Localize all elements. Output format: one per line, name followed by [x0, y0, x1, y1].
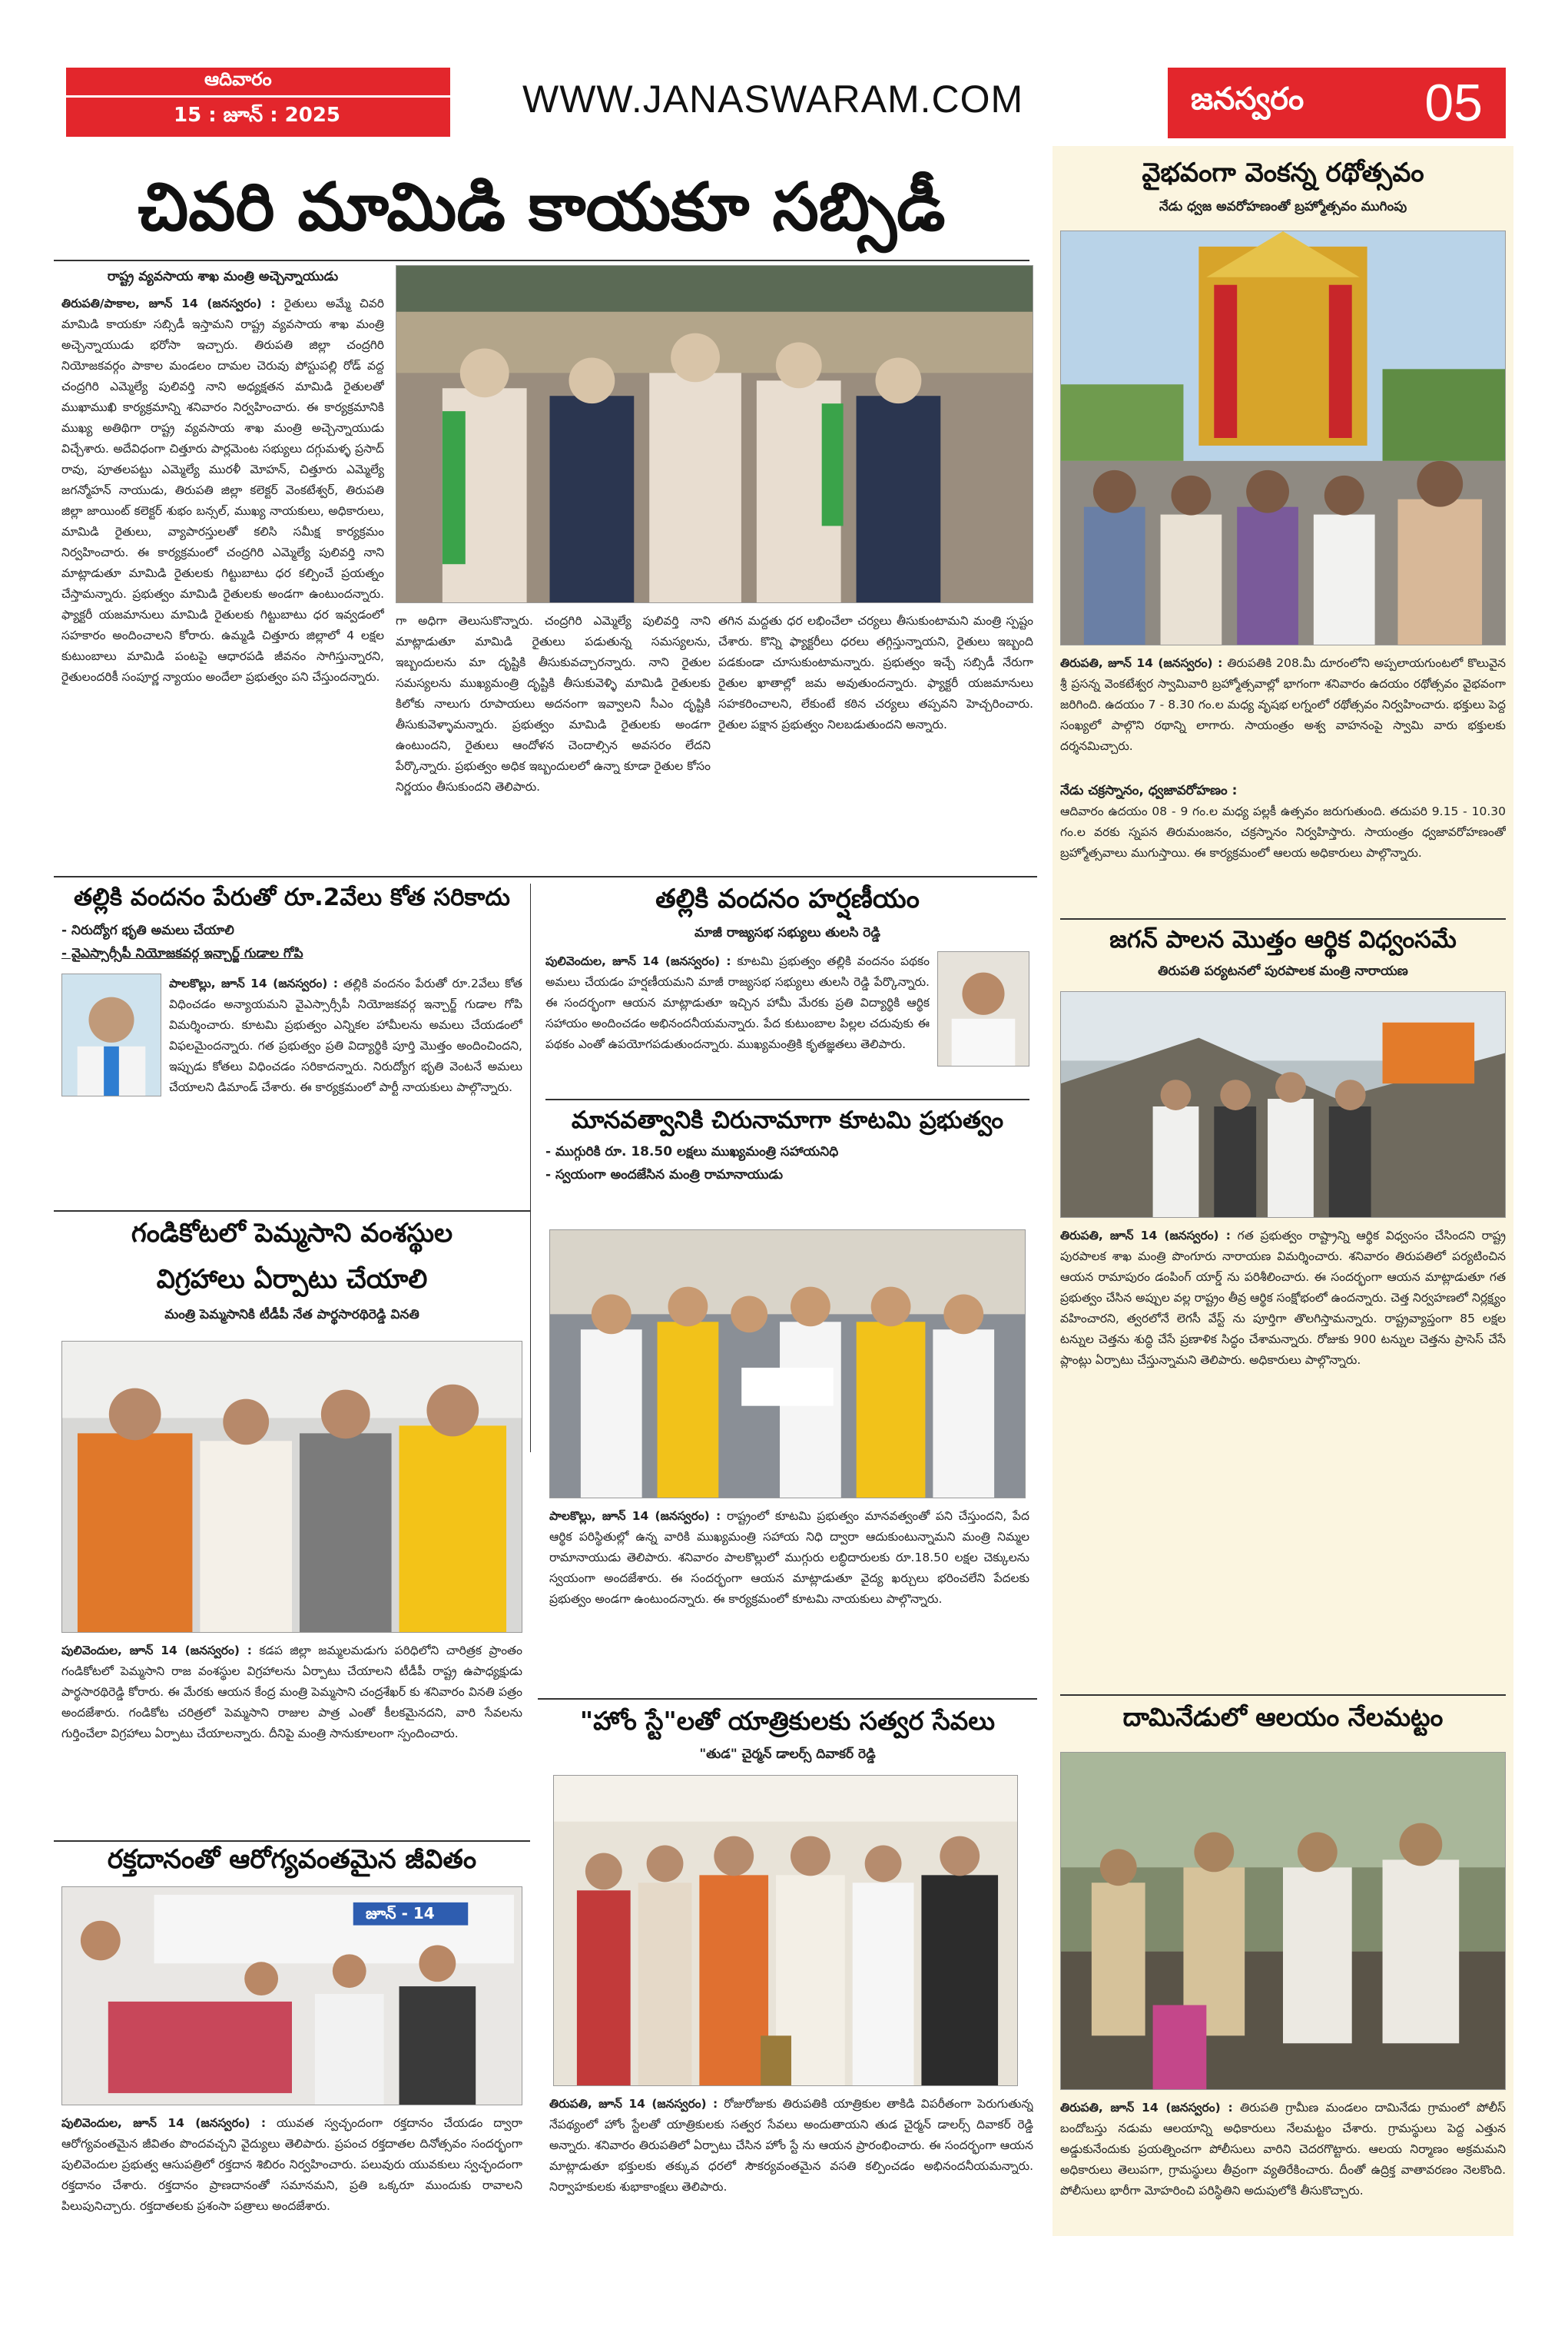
divider — [54, 876, 1037, 877]
article-gandikota-body — [61, 1640, 522, 1836]
article-home-stay — [545, 1706, 1029, 1765]
portrait-photo — [61, 974, 161, 1096]
article-body — [1060, 1226, 1506, 1671]
article-body — [545, 951, 930, 1109]
article-dateline: పులివెందుల, జూన్ 14 (జనస్వరం) : — [545, 954, 731, 968]
portrait-photo — [937, 951, 1029, 1067]
rathotsavam-photo — [1060, 231, 1506, 645]
article-title: జగన్ పాలన మొత్తం ఆర్థిక విధ్వంసమే — [1109, 926, 1457, 954]
article-subhead: నేడు ధ్వజ అవరోహణంతో బ్రహ్మోత్సవం ముగింపు — [1159, 199, 1407, 214]
article-dateline: పాలకొల్లు, జూన్ 14 (జనస్వరం) : — [549, 1509, 721, 1523]
lead-photo — [396, 265, 1033, 603]
lead-column-1 — [61, 269, 384, 877]
article-subhead: మంత్రి పెమ్మసానికి టీడీపీ నేత పార్థసారథిరెడ్డి వినతి — [164, 1307, 419, 1322]
article-jagan-body — [1060, 1226, 1506, 1671]
article-title: గండికోటలో పెమ్మసాని వంశస్థుల — [131, 1218, 453, 1249]
article-body-text: రోజురోజుకు తిరుపతికి యాత్రికుల తాకిడి విపరీతంగా పెరుగుతున్న నేపథ్యంలో హోం స్టేలతో యాత్రికులకు సత్వర సేవలు అందుతాయని తుడ చైర్మన్ డాలర్స్ దివాకర్ రెడ్డి అన్నారు. శనివారం తిరుపతిలో ఏర్పాటు చేసిన హోం స్టే ను ఆయన ప్రారంభించారు. ఈ సందర్భంగా ఆయన మాట్లాడుతూ భక్తులకు తక్కువ ధరలో సౌకర్యవంతమైన వసతి కల్పించడం అభినందనీయమన్నారు. నిర్వాహకులకు శుభాకాంక్షలు తెలిపారు. — [549, 2097, 1033, 2194]
article-subhead: నేడు చక్రస్నానం, ధ్వజావరోహణం : — [1060, 783, 1238, 798]
article-dateline: తిరుపతి, జూన్ 14 (జనస్వరం) : — [1060, 1229, 1231, 1242]
cheque-photo — [549, 1229, 1026, 1498]
article-subhead: తిరుపతి పర్యటనలో పురపాలక మంత్రి నారాయణ — [1158, 964, 1408, 979]
article-title: దామినేడులో ఆలయం నేలమట్టం — [1122, 1702, 1444, 1732]
divider — [538, 1698, 1037, 1700]
article-body — [61, 1640, 522, 1836]
article-body — [169, 974, 522, 1258]
article-subhead: మాజీ రాజ్యసభ సభ్యులు తులసి రెడ్డి — [694, 925, 880, 940]
dumping-yard-photo — [1060, 991, 1506, 1218]
article-mother-praise — [545, 884, 1029, 1109]
lead-headline: చివరి మామిడి కాయకూ సబ్సిడీ — [138, 169, 946, 246]
article-gandikota — [61, 1218, 522, 1325]
lead-body-3: తగిన మద్దతు ధర లభించేలా చర్యలు తీసుకుంటామని మంత్రి స్పష్టం చేశారు. కొన్ని ఫ్యాక్టరీలు ధరలు తగ్గిస్తున్నాయని, రైతులు ఇబ్బంది పడకుండా చూసుకుంటామన్నారు. ప్రభుత్వం ఇచ్చే సబ్సిడీ నేరుగా రైతుల ఖాతాల్లో జమ అవుతుందన్నారు. ఫ్యాక్టరీ యజమానులు సహకరించాలని, లేకుంటే కఠిన చర్యలు తప్పవని హెచ్చరించారు. రైతుల పక్షాన ప్రభుత్వం నిలబడుతుందని అన్నారు. — [718, 614, 1033, 731]
divider — [1060, 1694, 1506, 1696]
article-humanity-body — [549, 1506, 1029, 1690]
divider — [1060, 918, 1506, 920]
divider — [54, 260, 1029, 261]
article-title: రక్తదానంతో ఆరోగ్యవంతమైన జీవితం — [107, 1844, 477, 1875]
home-stay-photo — [553, 1775, 1018, 2086]
article-subhead: - ముగ్గురికి రూ. 18.50 లక్షలు ముఖ్యమంత్రి సహాయనిధి — [545, 1144, 839, 1159]
article-title: వైభవంగా వెంకన్న రథోత్సవం — [1142, 158, 1424, 188]
article-humanity — [545, 1106, 1029, 1186]
article-subhead: - స్వయంగా అందజేసిన మంత్రి రామానాయుడు — [545, 1167, 784, 1183]
article-rathotsavam — [1060, 158, 1506, 217]
article-body-text: గత ప్రభుత్వం రాష్ట్రాన్ని ఆర్థిక విధ్వంసం చేసిందని రాష్ట్ర పురపాలక శాఖ మంత్రి పొంగూరు నారాయణ విమర్శించారు. శనివారం తిరుపతిలో పర్యటించిన ఆయన రామాపురం డంపింగ్ యార్డ్ ను పరిశీలించారు. ఈ సందర్భంగా ఆయన మాట్లాడుతూ గత ప్రభుత్వం చేసిన అప్పుల వల్ల రాష్ట్రం తీవ్ర ఆర్థిక సంక్షోభంలో ఉందన్నారు. చెత్త నిర్వహణలో నిర్లక్ష్యం వహించారని, త్వరలోనే లెగసీ వేస్ట్ ను పూర్తిగా తొలగిస్తామన్నారు. రాష్ట్రవ్యాప్తంగా 85 లక్షల టన్నుల చెత్తను శుద్ధి చేసే ప్రణాళిక సిద్ధం చేశామన్నారు. రోజుకు 900 టన్నుల చెత్తను ప్రాసెస్ చేసే ప్లాంట్లు ఏర్పాటు చేస్తున్నామని తెలిపారు. అధికారులు పాల్గొన్నారు. — [1060, 1229, 1506, 1367]
brand-name: జనస్వరం — [1191, 81, 1304, 117]
article-dateline: తిరుపతి, జూన్ 14 (జనస్వరం) : — [549, 2097, 718, 2111]
article-subhead: - వైఎస్సార్సీపీ నియోజకవర్గ ఇన్చార్జ్ గుడాల గోపి — [61, 946, 303, 961]
article-temple-demolition-body — [1060, 2098, 1506, 2267]
brand-box — [1168, 68, 1506, 138]
article-body — [61, 2113, 522, 2274]
article-dateline: పులివెందుల, జూన్ 14 (జనస్వరం) : — [61, 2116, 267, 2130]
lead-body — [61, 294, 384, 877]
divider — [54, 1210, 530, 1212]
lead-column-3 — [718, 611, 1033, 872]
article-blood-donation-body — [61, 2113, 522, 2274]
article-dateline: తిరుపతి, జూన్ 14 (జనస్వరం) : — [1060, 2101, 1233, 2115]
article-title: విగ్రహాలు ఏర్పాటు చేయాలి — [156, 1264, 428, 1295]
lead-column-2 — [396, 611, 711, 872]
divider — [545, 1099, 1029, 1100]
article-body-text: తిరుపతికి 208.మీ దూరంలోని అప్పలాయగుంటలో కొలువైన శ్రీ ప్రసన్న వెంకటేశ్వర స్వామివారి బ్రహ్మోత్సవాల్లో భాగంగా శనివారం ఉదయం రథోత్సవం వైభవంగా జరిగింది. ఉదయం 7 - 8.30 గం.ల మధ్య వృషభ లగ్నంలో రథోత్సవం నిర్వహించారు. భక్తులు పెద్ద సంఖ్యలో పాల్గొని రథాన్ని లాగారు. సాయంత్రం అశ్వ వాహనంపై స్వామి వారు భక్తులకు దర్శనమిచ్చారు. — [1060, 656, 1506, 753]
article-dateline: పాలకొల్లు, జూన్ 14 (జనస్వరం) : — [169, 977, 338, 990]
article-body-text: రాష్ట్రంలో కూటమి ప్రభుత్వం మానవత్వంతో పని చేస్తుందని, పేద ఆర్థిక పరిస్థితుల్లో ఉన్న వారికి ముఖ్యమంత్రి సహాయ నిధి ద్వారా ఆదుకుంటున్నామని మంత్రి నిమ్మల రామానాయుడు తెలిపారు. శనివారం పాలకొల్లులో ముగ్గురు లబ్ధిదారులకు రూ.18.50 లక్షల చెక్కులను స్వయంగా అందజేశారు. ఈ సందర్భంగా ఆయన మాట్లాడుతూ వైద్య ఖర్చులు భరించలేని పేదలకు ప్రభుత్వం అండగా ఉంటుందన్నారు. ఈ కార్యక్రమంలో కూటమి నాయకులు పాల్గొన్నారు. — [549, 1509, 1029, 1606]
divider — [530, 884, 531, 1452]
article-subhead: "తుడ" చైర్మన్ డాలర్స్ దివాకర్ రెడ్డి — [699, 1747, 876, 1762]
gandikota-photo — [61, 1341, 522, 1633]
lead-body-2: గా అధిగా తెలుసుకొన్నారు. చంద్రగిరి ఎమ్మెల్యే పులివర్తి నాని మాట్లాడుతూ మామిడి రైతులు పడుతున్న సమస్యలను, ఇబ్బందులను మా దృష్టికి తీసుకువచ్చారన్నారు. నాని రైతుల సమస్యలను ముఖ్యమంత్రి దృష్టికి తీసుకువెళ్ళి మామిడి రైతులకు కిలోకు నాలుగు రూపాయలు అదనంగా ఇవ్వాలని సీఎం దృష్టికి తీసుకువెళ్ళామన్నారు. ప్రభుత్వం మామిడి రైతులకు అండగా ఉంటుందని, రైతులు ఆందోళన చెందాల్సిన అవసరం లేదని పేర్కొన్నారు. ప్రభుత్వం అధిక ఇబ్బందులలో ఉన్నా కూడా రైతుల కోసం నిర్ణయం తీసుకుందని తెలిపారు. — [396, 614, 711, 794]
day-label: ఆదివారం — [66, 68, 450, 95]
article-temple-demolition — [1060, 1702, 1506, 1738]
article-body-text: తిరుపతి గ్రామీణ మండలం దామినేడు గ్రామంలో పోలీస్ బందోబస్తు నడుమ ఆలయాన్ని అధికారులు నేలమట్టం చేశారు. గ్రామస్థులు పెద్ద ఎత్తున అడ్డుకునేందుకు ప్రయత్నించగా పోలీసులు వారిని చెదరగొట్టారు. ఆలయ నిర్మాణం అక్రమమని అధికారులు తెలుపగా, గ్రామస్థులు తీవ్రంగా వ్యతిరేకించారు. దీంతో ఉద్రిక్త వాతావరణం నెలకొంది. పోలీసులు భారీగా మోహరించి పరిస్థితిని అదుపులోకి తీసుకొచ్చారు. — [1060, 2101, 1506, 2198]
temple-demolition-photo — [1060, 1752, 1506, 2090]
article-dateline: తిరుపతి, జూన్ 14 (జనస్వరం) : — [1060, 656, 1223, 670]
article-title: "హోం స్టే"లతో యాత్రికులకు సత్వర సేవలు — [579, 1706, 996, 1736]
article-body-text: కడప జిల్లా జమ్మలమడుగు పరిధిలోని చారిత్రక ప్రాంతం గండికోటలో పెమ్మసాని రాజ వంశస్థుల విగ్రహాలను ఏర్పాటు చేయాలని టీడీపీ రాష్ట్ర ఉపాధ్యక్షుడు పార్థసారథిరెడ్డి కోరారు. ఈ మేరకు ఆయన కేంద్ర మంత్రి పెమ్మసాని చంద్రశేఖర్ కు శనివారం వినతి పత్రం అందజేశారు. గండికోట చరిత్రలో పెమ్మసాని రాజుల పాత్ర ఎంతో కీలకమైనదని, వారి సేవలను గుర్తించేలా విగ్రహాలు ఏర్పాటు చేయాలన్నారు. దీనిపై మంత్రి సానుకూలంగా స్పందించారు. — [61, 1644, 522, 1740]
banner-text: జూన్ - 14 — [366, 1904, 435, 1922]
article-body-2: ఆదివారం ఉదయం 08 - 9 గం.ల మధ్య పల్లకీ ఉత్సవం జరుగుతుంది. తదుపరి 9.15 - 10.30 గం.ల వరకు స్నపన తిరుమంజనం, చక్రస్నానం నిర్వహిస్తారు. సాయంత్రం ధ్వజావరోహణంతో బ్రహ్మోత్సవాలు ముగుస్తాయి. ఈ కార్యక్రమంలో ఆలయ అధికారులు పాల్గొన్నారు. — [1060, 804, 1506, 860]
article-title: తల్లికి వందనం పేరుతో రూ.2వేలు కోత సరికాదు — [74, 884, 510, 911]
blood-donation-photo — [61, 1886, 522, 2105]
article-dateline: పులివెందుల, జూన్ 14 (జనస్వరం) : — [61, 1644, 252, 1657]
article-rathotsavam-body — [1060, 653, 1506, 886]
article-jagan — [1060, 926, 1506, 982]
article-body-text: యువత స్వచ్ఛందంగా రక్తదానం చేయడం ద్వారా ఆరోగ్యవంతమైన జీవితం పొందవచ్చని వైద్యులు తెలిపారు. ప్రపంచ రక్తదాతల దినోత్సవం సందర్భంగా పులివెందుల ప్రభుత్వ ఆసుపత్రిలో రక్తదాన శిబిరం నిర్వహించారు. పలువురు యువకులు స్వచ్ఛందంగా రక్తదానం చేశారు. రక్తదానం ప్రాణదానంతో సమానమని, ప్రతి ఒక్కరూ ముందుకు రావాలని పిలుపునిచ్చారు. రక్తదాతలకు ప్రశంసా పత్రాలు అందజేశారు. — [61, 2116, 522, 2213]
lead-dateline: తిరుపతి/పాకాల, జూన్ 14 (జనస్వరం) : — [61, 297, 276, 310]
article-home-stay-body — [549, 2094, 1033, 2271]
lead-body-text: రైతులు అమ్మే చివరి మామిడి కాయకూ సబ్సిడీ ఇస్తామని రాష్ట్ర వ్యవసాయ శాఖ మంత్రి అచ్చెన్నాయుడు భరోసా ఇచ్చారు. తిరుపతి జిల్లా చంద్రగిరి నియోజకవర్గం పాకాల మండలం దామల చెరువు పోస్టుపల్లి రోడ్ వద్ద చంద్రగిరి ఎమ్మెల్యే పులివర్తి నాని అధ్యక్షతన మామిడి రైతులతో ముఖాముఖి కార్యక్రమాన్ని శనివారం నిర్వహించారు. ఈ కార్యక్రమానికి ముఖ్య అతిథిగా రాష్ట్ర వ్యవసాయ శాఖ మంత్రి అచ్చెన్నాయుడు విచ్చేశారు. అదేవిధంగా చిత్తూరు పార్లమెంట సభ్యులు దగ్గుమళ్ళ ప్రసాద్ రావు, పూతలపట్టు ఎమ్మెల్యే మురళీ మోహన్, చిత్తూరు ఎమ్మెల్యే జగన్మోహన్ నాయుడు, తిరుపతి జిల్లా కలెక్టర్ వెంకటేశ్వర్, తిరుపతి జిల్లా జాయింట్ కలెక్టర్ శుభం బన్సల్, ముఖ్య నాయకులు, అధికారులు, మామిడి రైతులు, వ్యాపారస్తులతో కలిసి సమీక్ష కార్యక్రమం నిర్వహించారు. ఈ కార్యక్రమంలో చంద్రగిరి ఎమ్మెల్యే పులివర్తి నాని మాట్లాడుతూ మామిడి రైతులకు గిట్టుబాటు ధర కల్పించే ప్రయత్నం చేస్తామన్నారు. ప్రభుత్వం మామిడి రైతులకు అండగా ఉంటుందన్నారు. ఫ్యాక్టరీ యజమానులు మామిడి రైతులకు గిట్టుబాటు ధర ఇవ్వడంలో సహకారం అందించాలని కోరారు. ఉమ్మడి చిత్తూరు జిల్లాలో 4 లక్షల కుటుంబాలు మామిడి పంటపై ఆధారపడి జీవనం సాగిస్తున్నారని, రైతులందరికీ సంపూర్ణ న్యాయం అందేలా ప్రభుత్వం పని చేస్తుందన్నారు. — [61, 297, 384, 684]
article-body — [549, 1506, 1029, 1690]
divider — [54, 1840, 530, 1842]
page-number: 05 — [1424, 74, 1483, 132]
lead-subhead: రాష్ట్ర వ్యవసాయ శాఖ మంత్రి అచ్చెన్నాయుడు — [107, 269, 339, 284]
article-body — [1060, 2098, 1506, 2267]
article-body — [549, 2094, 1033, 2271]
site-url[interactable]: WWW.JANASWARAM.COM — [522, 78, 1024, 121]
article-body-text: తల్లికి వందనం పేరుతో రూ.2వేలు కోత విధించడం అన్యాయమని వైఎస్సార్సీపీ నియోజకవర్గ ఇన్చార్జ్ గుడాల గోపి విమర్శించారు. కూటమి ప్రభుత్వం ఎన్నికల హామీలను అమలు చేయడంలో విఫలమైందన్నారు. గత ప్రభుత్వం ప్రతి విద్యార్థికి పూర్తి మొత్తం అందించిందని, ఇప్పుడు కోతలు విధించడం సరికాదన్నారు. నిరుద్యోగ భృతి వెంటనే అమలు చేయాలని డిమాండ్ చేశారు. ఈ కార్యక్రమంలో పార్టీ నాయకులు పాల్గొన్నారు. — [169, 977, 522, 1094]
article-title: తల్లికి వందనం హర్షణీయం — [655, 884, 920, 914]
article-body — [1060, 653, 1506, 780]
article-blood-donation — [61, 1844, 522, 1881]
article-subhead: - నిరుద్యోగ భృతి అమలు చేయాలి — [61, 923, 234, 938]
article-body-text: కూటమి ప్రభుత్వం తల్లికి వందనం పథకం అమలు చేయడం హర్షణీయమని మాజీ రాజ్యసభ సభ్యులు తులసి రెడ్డి పేర్కొన్నారు. ఈ సందర్భంగా ఆయన మాట్లాడుతూ ఇచ్చిన హామీ మేరకు ప్రతి విద్యార్థికి ఆర్థిక సహాయం అందించడం అభినందనీయమన్నారు. పేద కుటుంబాల పిల్లల చదువుకు ఈ పథకం ఎంతో ఉపయోగపడుతుందన్నారు. ముఖ్యమంత్రికి కృతజ్ఞతలు తెలిపారు. — [545, 954, 930, 1051]
article-title: మానవత్వానికి చిరునామాగా కూటమి ప్రభుత్వం — [571, 1106, 1004, 1134]
date-box — [66, 68, 450, 137]
article-mother-cut — [61, 884, 522, 1258]
date-label: 15 : జూన్ : 2025 — [66, 95, 450, 137]
